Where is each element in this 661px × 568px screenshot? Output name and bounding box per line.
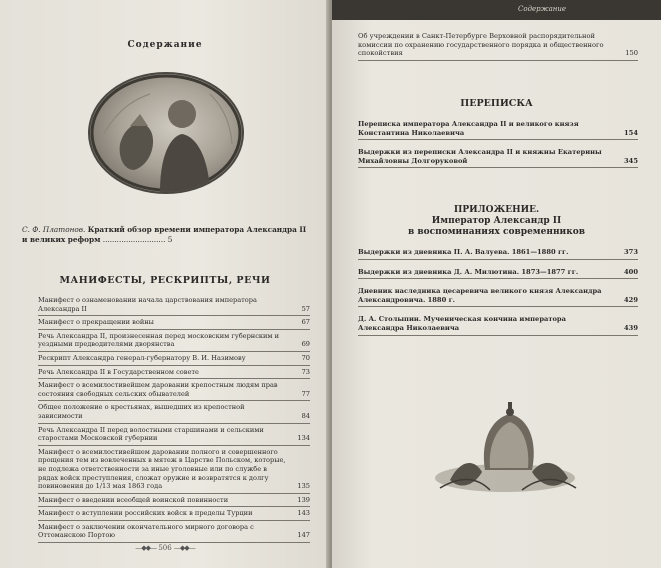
toc-entry[interactable] bbox=[38, 424, 310, 446]
toc-entry-page: 439 bbox=[624, 323, 638, 332]
toc-entry-title: Выдержки из переписки Александра II и княжны Екатерины Михайловны Долгоруковой bbox=[358, 148, 602, 165]
left-toc-list bbox=[38, 294, 310, 543]
toc-entry-page: 147 bbox=[297, 531, 310, 540]
author-title: Краткий обзор времени императора Александра II и великих реформ bbox=[22, 225, 307, 244]
toc-entry[interactable] bbox=[38, 521, 310, 543]
toc-entry-page: 73 bbox=[301, 367, 310, 376]
footer-ornament-right-icon: —◆◆— bbox=[173, 544, 195, 552]
running-head: Содержание bbox=[518, 5, 567, 13]
toc-entry-page: 70 bbox=[301, 353, 310, 362]
toc-entry-title: Манифест о всемилостивейшем даровании полного и совершенного прощения тем из вовлеченных в мятеж в Царстве Польском, которые, не подлежа ответственности за иные уголовные или по службе в рядах войск преступления, сложат оружие и возвратятся к долгу повиновения до 1/13 мая 1863 года bbox=[38, 447, 286, 491]
running-head-bar bbox=[332, 0, 661, 20]
toc-entry[interactable] bbox=[38, 294, 310, 316]
crown-regalia-illustration bbox=[430, 400, 580, 500]
toc-entry-title: Речь Александра II в Государственном совете bbox=[38, 367, 199, 376]
footer-ornament-left-icon: —◆◆— bbox=[135, 544, 157, 552]
appendix-title-line1: ПРИЛОЖЕНИЕ. bbox=[453, 205, 540, 215]
right-toc-top bbox=[358, 30, 638, 61]
toc-entry-page: 139 bbox=[297, 495, 310, 504]
toc-entry[interactable] bbox=[38, 494, 310, 508]
toc-entry-page: 134 bbox=[297, 434, 310, 443]
toc-entry-page: 429 bbox=[624, 295, 638, 304]
toc-entry[interactable] bbox=[358, 146, 638, 168]
toc-entry[interactable] bbox=[358, 30, 638, 61]
toc-entry[interactable] bbox=[38, 330, 310, 352]
toc-entry[interactable] bbox=[358, 118, 638, 140]
toc-entry[interactable] bbox=[358, 246, 638, 260]
toc-entry-title: Манифест о всемилостивейшем даровании крепостным людям прав состояния свободных сельских обывателей bbox=[38, 381, 278, 398]
appendix-title-line2: Император Александр II bbox=[431, 216, 562, 226]
page-number: 506 bbox=[158, 544, 172, 552]
toc-entry-title: Рескрипт Александра генерал-губернатору В. И. Назимову bbox=[38, 353, 246, 362]
toc-entry[interactable] bbox=[38, 401, 310, 423]
toc-entry-title: Дневник наследника цесаревича великого князя Александра Александровича. 1880 г. bbox=[358, 287, 602, 304]
toc-entry-page: 154 bbox=[624, 128, 638, 137]
toc-entry-title: Манифест о вступлении российских войск в пределы Турции bbox=[38, 509, 253, 518]
toc-entry-title: Манифест о заключении окончательного мирного договора с Оттоманскою Портою bbox=[38, 522, 254, 540]
author-leader: ........................... bbox=[102, 235, 166, 244]
toc-entry[interactable] bbox=[38, 507, 310, 521]
toc-entry[interactable] bbox=[38, 352, 310, 366]
toc-entry-title: Переписка императора Александра II и великого князя Константина Николаевича bbox=[358, 120, 579, 137]
toc-entry-page: 345 bbox=[624, 156, 638, 165]
toc-entry[interactable] bbox=[38, 379, 310, 401]
toc-entry-title: Выдержки из дневника Д. А. Милютина. 1873—1877 гг. bbox=[358, 267, 579, 276]
toc-entry-page: 57 bbox=[301, 304, 310, 313]
author-name: С. Ф. Платонов. bbox=[22, 225, 86, 234]
section-title-correspondence: ПЕРЕПИСКА bbox=[460, 98, 533, 109]
section-title-manifests: МАНИФЕСТЫ, РЕСКРИПТЫ, РЕЧИ bbox=[59, 275, 271, 286]
toc-entry-page: 373 bbox=[624, 248, 638, 256]
left-page bbox=[0, 0, 330, 568]
toc-entry-title: Речь Александра II перед волостными старшинами и сельскими старостами Московской губернии bbox=[38, 425, 264, 443]
toc-entry-page: 135 bbox=[297, 482, 310, 491]
right-toc-appendix bbox=[358, 246, 638, 336]
toc-entry[interactable] bbox=[358, 285, 638, 307]
toc-entry-page: 400 bbox=[624, 267, 638, 276]
appendix-title-line3: в воспоминаниях современников bbox=[408, 227, 585, 237]
toc-entry-title: Об учреждении в Санкт-Петербурге Верховной распорядительной комиссии по охранению государственного порядка и общественного спокойствия bbox=[358, 32, 604, 58]
section-title-appendix bbox=[332, 205, 661, 238]
portrait-image bbox=[90, 74, 242, 192]
right-toc-correspondence bbox=[358, 118, 638, 168]
toc-entry[interactable] bbox=[358, 266, 638, 280]
toc-entry[interactable] bbox=[38, 366, 310, 380]
toc-entry-page: 67 bbox=[301, 318, 310, 327]
page-footer bbox=[0, 544, 330, 552]
toc-entry-title: Общее положение о крестьянах, вышедших из крепостной зависимости bbox=[38, 403, 245, 420]
toc-entry-page: 84 bbox=[301, 411, 310, 420]
right-page bbox=[332, 0, 661, 568]
portrait-vignette bbox=[88, 72, 244, 194]
toc-entry-title: Манифест о введении всеобщей воинской повинности bbox=[38, 495, 229, 504]
toc-entry-page: 143 bbox=[297, 509, 310, 518]
toc-entry[interactable] bbox=[38, 316, 310, 330]
toc-entry-title: Д. А. Столыпин. Мученическая кончина императора Александра Николаевича bbox=[358, 315, 566, 332]
author-entry[interactable] bbox=[22, 225, 312, 245]
toc-entry[interactable] bbox=[358, 313, 638, 335]
toc-entry-title: Речь Александра II, произнесенная перед московским губернским и уездными предводителями дворянства bbox=[38, 331, 280, 349]
author-page: 5 bbox=[167, 235, 173, 244]
toc-entry[interactable] bbox=[38, 446, 310, 494]
page-heading: Содержание bbox=[127, 40, 203, 50]
toc-entry-title: Выдержки из дневника П. А. Валуева. 1861—1880 гг. bbox=[358, 248, 569, 256]
toc-entry-page: 77 bbox=[301, 389, 310, 398]
toc-entry-title: Манифест о прекращении войны bbox=[38, 318, 154, 327]
toc-entry-title: Манифест о ознаменовании начала царствования императора Александра II bbox=[38, 296, 257, 313]
toc-entry-page: 150 bbox=[625, 49, 638, 58]
toc-entry-page: 69 bbox=[301, 340, 310, 349]
